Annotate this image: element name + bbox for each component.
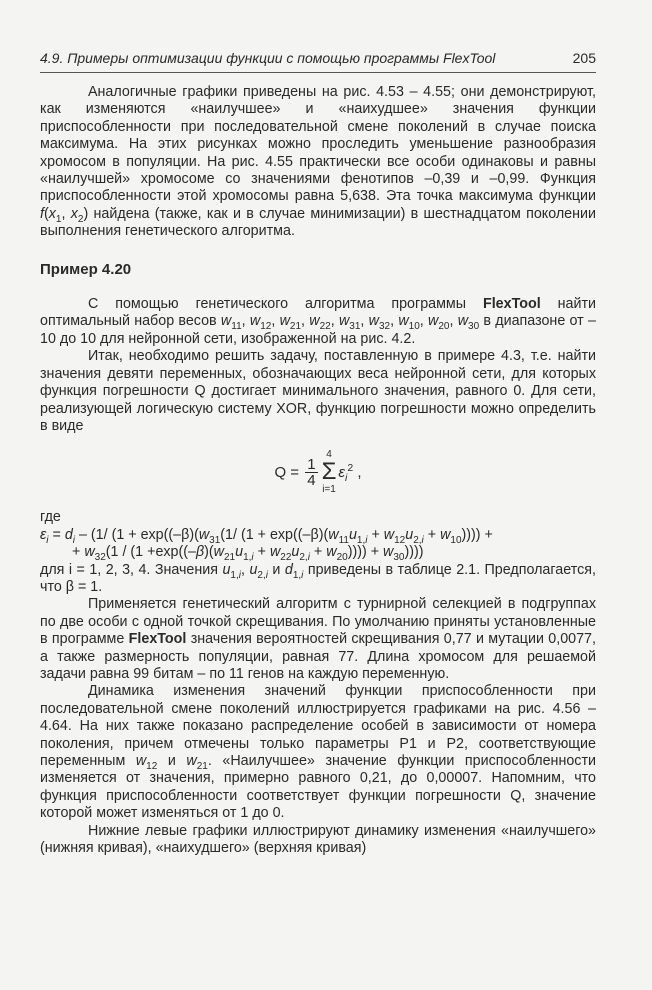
- section-title: Пример 4.20: [40, 260, 132, 278]
- page-number: 205: [572, 50, 596, 66]
- formula-q: Q = $\frac{1}{4}$ 4 Σ i=1 $\varepsilon_i^2$ ,: [274, 449, 362, 496]
- epsilon-formula-line2: + $w_{32}(1 / (1 +\exp((-\beta)(w_{21}u_{1,i} + w_{22}u_{2,i} + w_{20})))) + w_{30}$)))): [72, 544, 424, 563]
- formula-lhs: Q: [274, 463, 287, 481]
- header-title: 4.9. Примеры оптимизации функции с помощью программы FlexTool: [40, 50, 496, 66]
- formula-fraction: $\frac{1}{4}$: [307, 455, 316, 489]
- running-header: [40, 50, 596, 73]
- epsilon-formula-line1: $\varepsilon_i = d_i - (1/$ ($1 + \exp((-\beta)(w_{31}(1/$ $(1 + \exp((-\beta)(w_{11}u_{1,i} + w_{12}u_{2,i} + w_{10})))$) +: [40, 526, 493, 546]
- paragraph-2: С помощью генетического алгоритма программы FlexTool найти оптимальный набор весов $w_{11}$, $w_{12}$, $w_{21}$, $w_{22}$, $w_{31}$, $w_{32}$, $w_{10}$, $w_{20}$, $w_{30}$ в диапазоне от –10 до 10 для нейронной сети, изображенной на рис. 4.2.: [40, 296, 596, 347]
- paragraph-6: Динамика изменения значений функции приспособленности при последовательной смене поколений иллюстрируется графиками на рис. 4.56 – 4.64. На них также показано распределение особей в зависимости от номера поколения, причем отмечены только параметры P1 и P2, соответствующие переменным $w_{12}$ и $w_{21}$. «Наилучшее» значение функции приспособленности изменяется от значения, примерно равного 0,21, до 0,00007. Напомним, что функция приспособленности соответствует функции погрешности Q, значение которой может изменяться от 1 до 0.: [40, 683, 596, 822]
- paragraph-7: Нижние левые графики иллюстрируют динамику изменения «наилучшего» (нижняя кривая), «наихудшего» (верхняя кривая): [40, 822, 596, 857]
- paragraph-4: для i = 1, 2, 3, 4. Значения $u_{1,i}$, $u_{2,i}$ и $d_{1,i}$ приведены в таблице 2.1. Предполагается, что β = 1.: [40, 561, 596, 595]
- where-label: где: [40, 509, 61, 526]
- paragraph-1: Аналогичные графики приведены на рис. 4.53 – 4.55; они демонстрируют, как изменяются «наилучшее» и «наихудшее» значения функции приспособленности при последовательной смене поколений в случае поиска максимума. На этих рисунках можно проследить уменьшение разнообразия хромосом в популяции. На рис. 4.55 практически все особи одинаковы и равны «наилучшей» хромосоме со значениями фенотипов –0,39 и –0,99. Функция приспособленности этой хромосомы равна 5,638. Эта точка максимума функции $f(x_1$, $x_2$) найдена (также, как и в случае минимизации) в шестнадцатом поколении выполнения генетического алгоритма.: [40, 84, 596, 240]
- sigma-icon: 4 Σ i=1: [321, 449, 337, 496]
- paragraph-5: Применяется генетический алгоритм с турнирной селекцией в подгруппах по две особи с одной точкой скрещивания. По умолчанию приняты установленные в программе FlexTool значения вероятностей скрещивания 0,77 и мутации 0,0077, а также размерность популяции, равная 77. Длина хромосом для решаемой задачи равна 99 битам – по 11 генов на каждую переменную.: [40, 596, 596, 682]
- paragraph-3: Итак, необходимо решить задачу, поставленную в примере 4.3, т.е. найти значения девяти переменных, обозначающих веса нейронной сети, для которых функция погрешности Q достигает минимального значения, равного 0. Для сети, реализующей логическую систему XOR, функцию погрешности можно определить в виде: [40, 348, 596, 434]
- body-text: [40, 84, 596, 857]
